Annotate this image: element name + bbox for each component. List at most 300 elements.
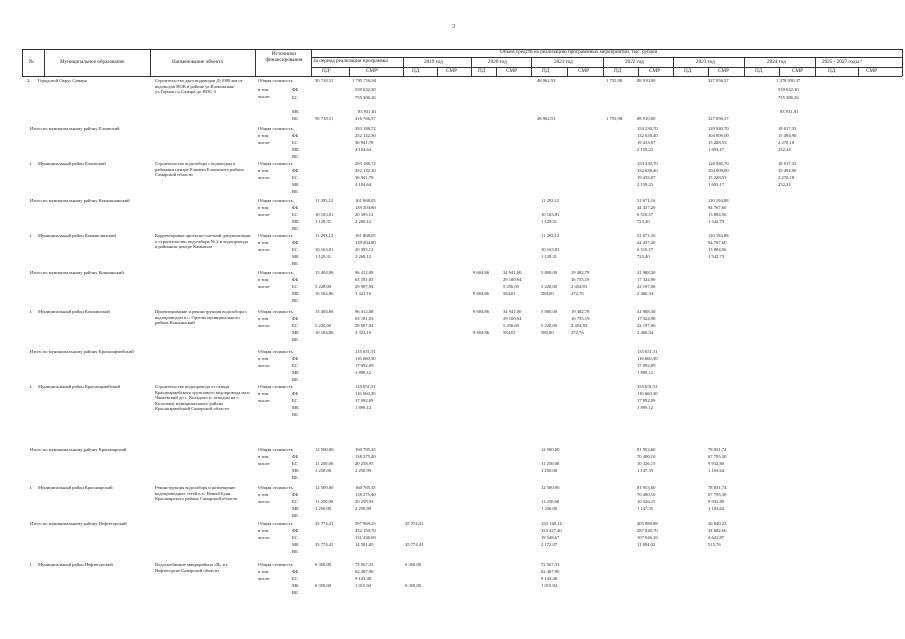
label-vb: ВБ bbox=[292, 189, 298, 195]
value: 44 437,20 bbox=[637, 240, 656, 246]
header-smr2: СМР² bbox=[366, 68, 379, 74]
value: 96 412,08 bbox=[355, 309, 374, 314]
value: 19 433,07 bbox=[637, 175, 656, 181]
value: 29 907,94 bbox=[355, 323, 374, 329]
col-border bbox=[437, 67, 438, 76]
value: 107 046,16 bbox=[637, 535, 658, 541]
value: 327 856,57 bbox=[708, 78, 729, 83]
header-num: № bbox=[29, 59, 34, 65]
value: 10 163,81 bbox=[541, 247, 560, 253]
value: 18 017,33 bbox=[778, 161, 797, 166]
value: 2 159,23 bbox=[637, 182, 654, 188]
value: 1 103,64 bbox=[708, 468, 725, 474]
value: 35 774,41 bbox=[315, 542, 334, 548]
label-bs: БС bbox=[292, 499, 298, 505]
row-num: 1. bbox=[29, 309, 33, 314]
label-bs: БС bbox=[292, 95, 298, 100]
value: 9 143,48 bbox=[541, 576, 558, 582]
value: 78 831,74 bbox=[708, 485, 727, 490]
value: 83 931,81 bbox=[358, 109, 377, 114]
label-vb: ВБ bbox=[292, 226, 298, 232]
header-volume: Объем средств на реализацию программных мероприятий, тыс. рублей bbox=[500, 49, 658, 55]
value: 161 868,05 bbox=[355, 198, 376, 203]
value: 1 129,31 bbox=[541, 254, 558, 260]
value: 19 433,07 bbox=[637, 140, 656, 146]
col-border bbox=[744, 57, 745, 76]
label-chisle: числе: bbox=[258, 247, 271, 253]
row-object: Водоснабжение микрорайона «В» в г. Нефтегорске Самарской области bbox=[155, 562, 229, 573]
value: 63 181,03 bbox=[355, 316, 374, 322]
value: 597 969,25 bbox=[355, 521, 376, 526]
value: 2 268,12 bbox=[355, 219, 372, 225]
label-mb: МБ bbox=[292, 147, 299, 153]
value: 2 250,99 bbox=[355, 468, 372, 474]
value: 416 766,57 bbox=[355, 116, 376, 121]
value: 2 466,34 bbox=[637, 330, 654, 336]
value: 31 682,60 bbox=[708, 528, 727, 534]
value: 20 395,12 bbox=[355, 212, 374, 218]
value: 138 275,40 bbox=[355, 492, 376, 498]
label-chisle: числе: bbox=[258, 175, 271, 181]
label-mb: МБ bbox=[292, 468, 299, 474]
header-smr: СМР bbox=[866, 68, 877, 74]
label-chisle: числе: bbox=[258, 398, 271, 404]
value: 10 163,81 bbox=[315, 212, 334, 218]
value: 48 962,53 bbox=[537, 78, 556, 83]
value: 62 407,90 bbox=[541, 569, 560, 575]
value: 29 100,94 bbox=[503, 316, 522, 322]
value: 1 899,12 bbox=[637, 405, 654, 411]
label-vtom: в том bbox=[258, 205, 269, 211]
value: 5 256,05 bbox=[503, 323, 520, 329]
value: 6 350,00 bbox=[405, 583, 422, 589]
value: 67 795,30 bbox=[708, 454, 727, 460]
value: 580,00 bbox=[541, 330, 554, 336]
value: 5 220,00 bbox=[315, 284, 332, 290]
label-mb: МБ bbox=[292, 109, 299, 114]
value: 405 980,88 bbox=[637, 521, 658, 526]
header-smr: СМР bbox=[578, 68, 589, 74]
label-vtom: в том bbox=[258, 133, 269, 139]
value: 1 250,00 bbox=[315, 468, 332, 474]
value: 9 932,80 bbox=[708, 461, 725, 467]
label-vb: ВБ bbox=[292, 590, 298, 596]
value: 15 228,53 bbox=[708, 175, 727, 181]
value: 51 671,16 bbox=[637, 198, 656, 203]
label-chisle: числе: bbox=[258, 499, 271, 505]
header-smr: СМР bbox=[649, 68, 660, 74]
value: 1 693,17 bbox=[708, 147, 725, 153]
value: 160 785,35 bbox=[355, 447, 376, 452]
value: 4 104,64 bbox=[355, 147, 372, 153]
label-mb: МБ bbox=[292, 182, 299, 188]
value: 63 181,03 bbox=[355, 277, 374, 283]
value: 2 466,34 bbox=[637, 291, 654, 297]
row-num: 1. bbox=[29, 161, 33, 166]
value: 2 172,07 bbox=[541, 542, 558, 548]
label-mb: МБ bbox=[292, 291, 299, 297]
value: 70 480,10 bbox=[637, 492, 656, 498]
row-num: 1. bbox=[29, 233, 33, 238]
label-total: Общая стоимость bbox=[258, 485, 293, 490]
value: 9 604,86 bbox=[473, 330, 490, 336]
label-vtom: в том bbox=[258, 391, 269, 397]
value: 1 103,64 bbox=[708, 506, 725, 512]
label-chisle: числе: bbox=[258, 323, 271, 329]
value: 11 293,12 bbox=[315, 233, 334, 238]
value: 584,01 bbox=[503, 330, 516, 336]
label-vb: ВБ bbox=[292, 154, 298, 160]
value: 9 604,86 bbox=[473, 309, 490, 314]
label-bs: БС bbox=[292, 576, 298, 582]
label-total: Общая стоимость bbox=[258, 161, 293, 166]
header-pd: ПД bbox=[755, 68, 763, 74]
header-pd1: ПД¹ bbox=[322, 68, 331, 74]
value: 1 755,98 bbox=[606, 116, 623, 121]
value: 12 500,00 bbox=[315, 485, 334, 490]
header-2019: 2019 год bbox=[424, 59, 443, 65]
value: 116 660,30 bbox=[355, 356, 376, 362]
label-bs: БС bbox=[292, 323, 298, 329]
value: 20 258,95 bbox=[355, 461, 374, 467]
header-2020: 2020 год bbox=[488, 59, 507, 65]
value: 11 250,00 bbox=[541, 461, 560, 467]
value: 67 795,30 bbox=[708, 492, 727, 498]
value: 120 940,70 bbox=[708, 126, 729, 131]
value: 15 494,90 bbox=[778, 168, 797, 174]
value: 1 129,31 bbox=[315, 254, 332, 260]
summary-label: Итого по муниципальному району Красноармейский bbox=[30, 349, 134, 354]
value: 5 220,00 bbox=[541, 284, 558, 290]
value: 1 795 716,94 bbox=[352, 78, 377, 83]
value: 580,00 bbox=[541, 291, 554, 297]
col-border bbox=[673, 57, 674, 76]
value: 252 142,30 bbox=[355, 133, 376, 139]
col-border bbox=[496, 67, 497, 76]
value: 78 831,74 bbox=[708, 447, 727, 452]
label-fb: ФБ bbox=[292, 454, 299, 460]
header-smr: СМР bbox=[718, 68, 729, 74]
value: 35 774,41 bbox=[315, 521, 334, 526]
value: 1 899,12 bbox=[355, 405, 372, 411]
value: 41 988,30 bbox=[637, 270, 656, 275]
label-chisle: числе: bbox=[258, 363, 271, 369]
label-fb: ФБ bbox=[292, 205, 299, 211]
label-mb: МБ bbox=[292, 506, 299, 512]
label-chisle: числе: bbox=[258, 94, 271, 99]
value: 6 350,00 bbox=[315, 562, 332, 567]
value: 96 412,08 bbox=[355, 270, 374, 275]
label-bs: БС bbox=[292, 247, 298, 253]
label-bs: БС bbox=[292, 175, 298, 181]
label-chisle: числе: bbox=[258, 212, 271, 218]
value: 19 548,67 bbox=[541, 535, 560, 541]
label-fb: ФБ bbox=[292, 133, 299, 139]
value: 155 148,14 bbox=[541, 521, 562, 526]
header-smr: СМР bbox=[792, 68, 803, 74]
table-top-border bbox=[22, 49, 902, 50]
value: 138 275,40 bbox=[355, 454, 376, 460]
value: 327 856,57 bbox=[708, 116, 729, 121]
value: 154 230,70 bbox=[637, 161, 658, 166]
value: 272,76 bbox=[571, 291, 584, 297]
value: 11 293,12 bbox=[541, 233, 560, 238]
label-bs: БС bbox=[292, 140, 298, 146]
label-fb: ФБ bbox=[292, 356, 299, 362]
value: 10 326,15 bbox=[637, 499, 656, 505]
header-pd: ПД bbox=[542, 68, 550, 74]
value: 19 482,78 bbox=[571, 270, 590, 275]
value: 22 197,06 bbox=[637, 284, 656, 290]
value: 15 404,86 bbox=[315, 270, 334, 275]
label-vb: ВБ bbox=[292, 261, 298, 267]
label-vtom: в том bbox=[258, 240, 269, 246]
value: 1 129,31 bbox=[541, 219, 558, 225]
label-vb: ВБ bbox=[292, 377, 298, 383]
col-border bbox=[902, 49, 903, 76]
header-line-2 bbox=[311, 67, 902, 68]
row-num: 1. bbox=[29, 562, 33, 567]
value: 2 268,12 bbox=[355, 254, 372, 260]
value: 35 774,41 bbox=[405, 521, 424, 526]
label-vb: ВБ bbox=[292, 412, 298, 418]
value: 11 250,00 bbox=[541, 499, 560, 505]
value: 81 953,60 bbox=[637, 485, 656, 490]
header-pd: ПД bbox=[478, 68, 486, 74]
value: 1 129,31 bbox=[315, 219, 332, 225]
value: 6 510,57 bbox=[637, 247, 654, 253]
label-bs: БС bbox=[292, 398, 298, 404]
value: 9 604,86 bbox=[473, 270, 490, 275]
value: 1 250,00 bbox=[541, 506, 558, 512]
col-border bbox=[150, 49, 151, 76]
value: 135 651,51 bbox=[355, 384, 376, 389]
value: 133 427,40 bbox=[541, 528, 562, 534]
value: 10 163,81 bbox=[315, 247, 334, 253]
header-smr: СМР bbox=[446, 68, 457, 74]
summary-label: Итого по муниципальному району Камышлинский bbox=[30, 198, 130, 203]
row-municipality: Муниципальный район Красноармейский bbox=[38, 384, 120, 389]
header-pd: ПД bbox=[412, 68, 420, 74]
header-bottom-border bbox=[22, 76, 902, 77]
label-bs: БС bbox=[292, 363, 298, 369]
label-vb: ВБ bbox=[292, 116, 298, 121]
value: 94 767,60 bbox=[708, 205, 727, 211]
label-fb: ФБ bbox=[292, 240, 299, 246]
value: 18 017,33 bbox=[778, 126, 797, 131]
col-border bbox=[858, 67, 859, 76]
value: 88 910,00 bbox=[637, 116, 656, 121]
value: 132 638,40 bbox=[637, 133, 658, 139]
col-border bbox=[44, 49, 45, 76]
label-vtom: в том bbox=[258, 277, 269, 283]
value: 104 009,00 bbox=[708, 133, 729, 139]
value: 15 494,90 bbox=[778, 133, 797, 139]
value: 2 270,18 bbox=[778, 175, 795, 181]
row-num: 2. bbox=[27, 78, 31, 83]
label-total: Общая стоимость bbox=[258, 521, 293, 526]
header-2025: 2025 - 2027 годы ³ bbox=[822, 59, 862, 65]
label-vtom: в том bbox=[258, 168, 269, 174]
value: 22 197,06 bbox=[637, 323, 656, 329]
row-municipality: Муниципальный район Камышлинский bbox=[38, 233, 116, 238]
value: 20 395,12 bbox=[355, 247, 374, 253]
label-fb: ФБ bbox=[292, 316, 299, 322]
value: 15 228,53 bbox=[708, 140, 727, 146]
value: 1 899,12 bbox=[355, 370, 372, 376]
header-pd: ПД bbox=[684, 68, 692, 74]
label-vtom: в том bbox=[258, 528, 269, 534]
value: 154 230,70 bbox=[637, 126, 658, 131]
value: 48 962,53 bbox=[537, 116, 556, 121]
value: 70 480,10 bbox=[637, 454, 656, 460]
label-mb: МБ bbox=[292, 405, 299, 411]
value: 104 009,00 bbox=[708, 168, 729, 174]
value: 72 567,33 bbox=[541, 562, 560, 567]
value: 50 718,51 bbox=[315, 78, 334, 83]
value: 1 542,73 bbox=[708, 254, 725, 260]
label-total: Общая стоимость bbox=[258, 198, 293, 203]
value: 539 632,30 bbox=[778, 87, 799, 92]
label-vb: ВБ bbox=[292, 475, 298, 481]
label-mb: МБ bbox=[292, 370, 299, 376]
value: 755 386,26 bbox=[355, 95, 376, 100]
label-vtom: в том bbox=[258, 492, 269, 498]
row-object: Реконструкция водозабора и размещение водопроводных сетей в п. Новый Буян Красноярского района Самарской области bbox=[155, 485, 238, 502]
value: 17 092,09 bbox=[355, 398, 374, 404]
value: 293 188,72 bbox=[355, 126, 376, 131]
col-border bbox=[531, 57, 532, 76]
value: 2 454,83 bbox=[571, 323, 588, 329]
label-total: Общая стоимость bbox=[258, 447, 293, 452]
header-smr: СМР bbox=[506, 68, 517, 74]
label-bs: БС bbox=[292, 535, 298, 541]
value: 62 407,90 bbox=[355, 569, 374, 575]
col-border bbox=[603, 57, 604, 76]
value: 44 437,20 bbox=[637, 205, 656, 211]
value: 6 350,00 bbox=[315, 583, 332, 589]
value: 10 163,81 bbox=[541, 212, 560, 218]
label-fb: ФБ bbox=[292, 168, 299, 174]
header-period: За период реализации программы bbox=[313, 58, 388, 64]
label-mb: МБ bbox=[292, 219, 299, 225]
value: 252,24 bbox=[778, 182, 791, 188]
label-fb: ФБ bbox=[292, 391, 299, 397]
header-pd: ПД bbox=[828, 68, 836, 74]
value: 36 941,78 bbox=[355, 140, 374, 146]
value: 50 718,51 bbox=[315, 116, 334, 121]
value: 2 250,99 bbox=[355, 506, 372, 512]
label-total: Общая стоимость bbox=[258, 270, 293, 275]
value: 723,40 bbox=[637, 254, 650, 260]
value: 36 840,23 bbox=[708, 521, 727, 526]
value: 6 350,00 bbox=[405, 562, 422, 567]
col-border bbox=[471, 57, 472, 76]
label-chisle: числе: bbox=[258, 284, 271, 290]
row-num: 1. bbox=[29, 384, 33, 389]
col-border bbox=[815, 57, 816, 76]
row-num: 1. bbox=[29, 485, 33, 490]
label-vtom: в том bbox=[258, 356, 269, 362]
label-bs: БС bbox=[292, 284, 298, 290]
value: 12 500,00 bbox=[541, 447, 560, 452]
label-vb: ВБ bbox=[292, 337, 298, 343]
label-fb: ФБ bbox=[292, 528, 299, 534]
label-vtom: в том bbox=[258, 316, 269, 322]
value: 41 988,30 bbox=[637, 309, 656, 314]
value: 17 092,09 bbox=[637, 398, 656, 404]
header-source: Источники финансирования bbox=[265, 51, 303, 63]
value: 135 651,51 bbox=[637, 384, 658, 389]
value: 1 378 950,37 bbox=[776, 78, 801, 83]
label-fb: ФБ bbox=[292, 569, 299, 575]
value: 1 015,94 bbox=[355, 583, 372, 589]
label-chisle: числе: bbox=[258, 461, 271, 467]
value: 755 386,26 bbox=[778, 95, 799, 100]
value: 11 250,00 bbox=[315, 461, 334, 467]
label-mb: МБ bbox=[292, 254, 299, 260]
label-mb: МБ bbox=[292, 330, 299, 336]
row-object: Строительство водопровода от отвода Красноармейского группового водопровода на п. Чапаевский до с. Кольцово (с отводом на с. Козловка) муниципального района Красноармейский Самарской области bbox=[155, 384, 251, 412]
value: 515,76 bbox=[708, 542, 721, 548]
value: 1 899,12 bbox=[637, 370, 654, 376]
value: 139 204,80 bbox=[355, 205, 376, 211]
summary-label: Итого по муниципальному району Елховский bbox=[30, 126, 120, 131]
label-fb: ФБ bbox=[292, 492, 299, 498]
value: 11 250,00 bbox=[315, 499, 334, 505]
value: 5 800,00 bbox=[541, 309, 558, 314]
row-municipality: Муниципальный район Кошкинский bbox=[38, 309, 110, 314]
value: 2 159,23 bbox=[637, 147, 654, 153]
label-chisle: числе: bbox=[258, 140, 271, 146]
value: 5 220,00 bbox=[315, 323, 332, 329]
value: 135 651,51 bbox=[637, 349, 658, 354]
value: 1 147,35 bbox=[637, 468, 654, 474]
value: 1 755,98 bbox=[606, 78, 623, 83]
value: 10 184,86 bbox=[315, 330, 334, 336]
value: 160 785,35 bbox=[355, 485, 376, 490]
header-2024: 2024 год bbox=[767, 59, 786, 65]
summary-label: Итого по муниципальному району Красноярский bbox=[30, 447, 127, 452]
value: 135 651,51 bbox=[355, 349, 376, 354]
label-fb: ФБ bbox=[292, 87, 299, 92]
col-border bbox=[255, 49, 256, 76]
value: 252,24 bbox=[778, 147, 791, 153]
value: 34 941,00 bbox=[503, 309, 522, 314]
col-border bbox=[638, 67, 639, 76]
label-total: Общая стоимость bbox=[258, 562, 293, 567]
row-object: Корректировка проектно-сметной документации и строительство водозабора № 2 и водопровода в районном центре Камышла bbox=[155, 233, 251, 250]
value: 17 324,90 bbox=[637, 316, 656, 322]
value: 1 693,17 bbox=[708, 182, 725, 188]
label-vtom: в том bbox=[258, 569, 269, 575]
label-total: Общая стоимость bbox=[258, 233, 293, 238]
header-2023: 2023 год bbox=[696, 59, 715, 65]
value: 11 293,12 bbox=[541, 198, 560, 203]
header-2021: 2021 год bbox=[554, 59, 573, 65]
value: 4 641,87 bbox=[708, 535, 725, 541]
value: 12 500,00 bbox=[541, 485, 560, 490]
value: 17 092,09 bbox=[637, 363, 656, 369]
value: 5 800,00 bbox=[541, 270, 558, 275]
row-municipality: Муниципальный район Нефтегорский bbox=[38, 562, 113, 567]
value: 5 220,00 bbox=[541, 323, 558, 329]
page-number: 3 bbox=[452, 24, 455, 30]
value: 293 188,72 bbox=[355, 161, 376, 166]
value: 29 100,94 bbox=[503, 277, 522, 283]
value: 452 150,70 bbox=[355, 528, 376, 534]
label-bs: БС bbox=[292, 212, 298, 218]
